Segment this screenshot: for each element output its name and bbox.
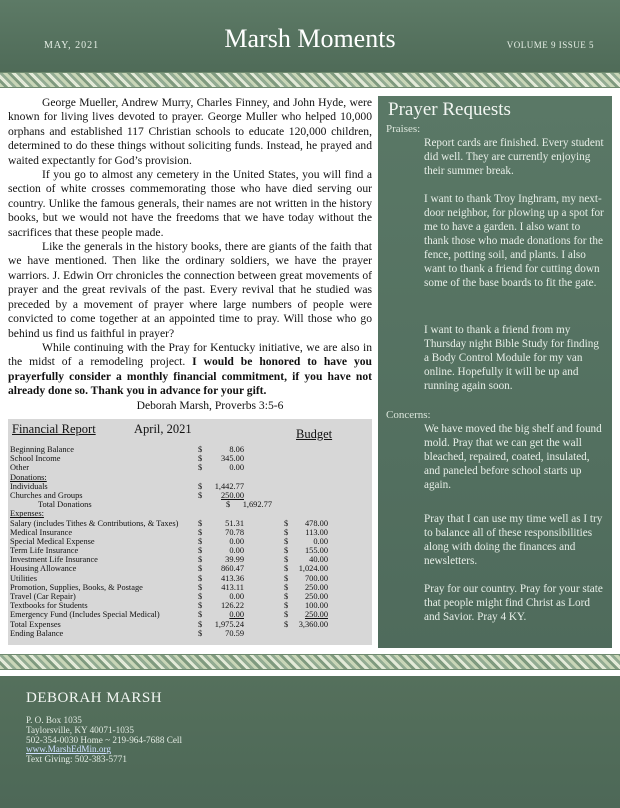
financial-row [10,546,370,555]
financial-row [10,583,370,592]
currency-sign [284,491,292,500]
financial-row-label: Expenses: [10,509,44,519]
currency-sign: $ [198,628,203,638]
closing-appeal: I would be honored to have you prayerfully consider a monthly financial commitment, if you have not already done so. Thank you in advance for your gift. [8,355,372,398]
currency-sign: $ [198,463,203,473]
currency-sign [284,482,292,491]
financial-row-label: Utilities [10,573,37,583]
financial-row-budget: 155.00 [304,546,328,556]
financial-row-budget: 250.00 [304,592,328,601]
main-article [8,96,372,413]
financial-row-budget: 250.00 [304,582,328,592]
financial-row [10,574,370,583]
praise-item: I want to thank Troy Inghram, my next-door neighbor, for plowing up a spot for me to have a garden. I also want to thank those who made donations for the fence, potting soil, and plants. I also want to thank a friend for cutting down some of the base boards to fit the gate. [424,193,604,289]
currency-sign [198,509,208,518]
currency-sign: $ [284,610,289,620]
financial-row-label: Special Medical Expense [10,536,95,546]
financial-row-budget [292,482,328,491]
financial-row-label: Ending Balance [10,628,64,638]
financial-row-budget [292,491,328,500]
financial-row-label: Term Life Insurance [10,546,79,556]
financial-row-amount: 413.36 [220,573,244,583]
currency-sign: $ [284,592,289,601]
contact-info [26,716,182,765]
concern-item: Pray that I can use my time well as I try to balance all of these responsibilities along with doing the finances and newsletters. [424,513,603,567]
financial-row-amount: 1,975.24 [214,619,244,629]
financial-row-label: Total Expenses [10,619,61,629]
concern-item: Pray for our country. Pray for your state that people might find Christ as Lord and Savior. Pray 4 KY. [424,583,603,623]
financial-row-budget [320,500,356,509]
financial-row-amount: 860.47 [220,564,244,574]
currency-sign: $ [198,601,203,611]
financial-row [10,592,370,601]
financial-row-budget: 478.00 [304,518,328,528]
financial-row [10,491,370,500]
currency-sign [284,629,292,638]
currency-sign: $ [198,518,203,528]
financial-row-label: Churches and Groups [10,490,83,500]
volume-issue: VOLUME 9 ISSUE 5 [506,40,594,50]
financial-row [10,629,370,638]
financial-row-amount: 1,692.77 [242,500,272,510]
financial-row [10,482,370,491]
financial-row-budget: 3,360.00 [298,619,328,629]
financial-row-amount: 39.99 [225,555,244,565]
article-closing [8,341,372,399]
financial-row [10,528,370,537]
financial-row-amount: 0.00 [229,610,244,620]
financial-row-label: Travel (Car Repair) [10,592,76,601]
financial-row-amount: 8.06 [229,445,244,454]
financial-row [10,454,370,463]
financial-row-budget: 1,024.00 [298,564,328,574]
financial-row [10,537,370,546]
financial-row-amount: 126.22 [220,601,244,611]
financial-row-label: Investment Life Insurance [10,555,98,565]
financial-row-amount [208,473,244,482]
financial-row [10,564,370,573]
financial-row [10,473,370,482]
financial-row [10,620,370,629]
phone-numbers: 502-354-0030 Home ~ 219-964-7688 Cell [26,734,183,745]
financial-row-amount: 0.00 [229,536,244,546]
currency-sign: $ [198,490,203,500]
currency-sign: $ [284,582,289,592]
financial-row-label: Textbooks for Students [10,601,88,611]
currency-sign: $ [226,500,231,510]
financial-row-amount: 51.31 [225,518,244,528]
currency-sign: $ [198,536,203,546]
currency-sign: $ [198,481,203,491]
prayer-requests-panel [378,96,612,648]
contact-footer [0,676,620,808]
financial-row-label: Emergency Fund (Includes Special Medical) [10,610,160,620]
currency-sign: $ [198,610,203,620]
financial-row-label: Housing Allowance [10,564,77,574]
currency-sign: $ [198,573,203,583]
financial-report-period: April, 2021 [134,422,192,436]
financial-row-label: Beginning Balance [10,445,74,454]
financial-row-amount: 250.00 [220,490,244,500]
article-paragraph: Like the generals in the history books, there are giants of the faith that we have mentioned. Then like the ordinary soldiers, we have the prayer warriors. J. Edwin Orr chronicles the connection between great movements of prayer and the great revivals of the past. Every revival that he studied was preceded by a movement of prayer where large numbers of people were convicted to come together at an appointed time to pray. Will those who go behind us find us faithful in prayer? [8,240,372,340]
currency-sign: $ [198,527,203,537]
financial-row-label: Salary (includes Tithes & Contributions, & Taxes) [10,518,179,528]
financial-row-amount: 413.11 [221,582,244,592]
financial-rows [10,445,370,638]
financial-row [10,500,370,509]
decorative-band-bottom [0,654,620,670]
financial-report [8,419,372,645]
currency-sign: $ [198,592,203,601]
currency-sign: $ [284,619,289,629]
currency-sign: $ [198,564,203,574]
issue-date: MAY, 2021 [44,40,100,51]
currency-sign: $ [198,619,203,629]
currency-sign: $ [284,536,289,546]
currency-sign: $ [284,564,289,574]
currency-sign: $ [198,454,203,464]
currency-sign: $ [284,601,289,611]
financial-row-budget [292,454,328,463]
currency-sign [284,445,292,454]
financial-row-budget: 113.00 [305,527,328,537]
financial-row [10,610,370,619]
financial-row-budget: 100.00 [304,601,328,611]
financial-row-amount: 0.00 [229,463,244,473]
financial-row [10,463,370,472]
financial-row [10,519,370,528]
currency-sign [284,509,292,518]
currency-sign: $ [284,546,289,556]
budget-heading: Budget [296,427,333,441]
newsletter-title: Marsh Moments [224,24,396,53]
currency-sign: $ [198,582,203,592]
financial-row-amount [208,509,244,518]
currency-sign: $ [198,555,203,565]
financial-row-budget: 0.00 [313,536,328,546]
financial-row-amount: 1,442.77 [214,481,244,491]
financial-row-label: Donations: [10,472,47,482]
financial-row-label: Total Donations [38,500,92,510]
financial-report-title: Financial Report [12,422,96,436]
financial-row-budget [292,629,328,638]
financial-row-amount: 0.00 [229,546,244,556]
article-paragraph: If you go to almost any cemetery in the United States, you will find a section of white crosses commemorating those who have died serving our country. Unlike the famous generals, their names are not written in the history books, but we would not have the freedoms that we have today without the sacrifices that these people made. [8,168,372,239]
financial-row-budget [292,445,328,454]
financial-row [10,509,370,518]
currency-sign [284,454,292,463]
currency-sign [198,473,208,482]
financial-row-budget [292,463,328,472]
prayer-requests-title: Prayer Requests [388,99,511,120]
newsletter-header [0,0,620,72]
financial-row-label: Promotion, Supplies, Books, & Postage [10,582,143,592]
currency-sign [284,463,292,472]
financial-row-budget [292,473,328,482]
financial-row [10,445,370,454]
financial-row-label: School Income [10,454,61,464]
concerns-label: Concerns: [386,409,431,421]
currency-sign: $ [284,527,289,537]
praises-label: Praises: [386,123,421,135]
financial-row-budget: 250.00 [304,610,328,620]
financial-row-amount: 70.78 [225,527,244,537]
financial-row-budget [292,509,328,518]
po-box: P. O. Box 1035 [26,715,82,725]
decorative-band-top [0,72,620,88]
currency-sign: $ [198,546,203,556]
currency-sign: $ [284,555,289,565]
financial-row [10,555,370,564]
praise-item: I want to thank a friend from my Thursday night Bible Study for finding a Body Control Module for my van online. Hopefully it will be up and running again soon. [424,324,599,392]
signature: Deborah Marsh, Proverbs 3:5-6 [136,398,284,412]
author-name: DEBORAH MARSH [26,690,163,706]
city-address: Taylorsville, KY 40071-1035 [26,724,134,735]
financial-row-label: Individuals [10,481,48,491]
currency-sign [312,500,320,509]
currency-sign: $ [198,445,203,454]
financial-row-label: Other [10,463,30,473]
closing-text: While continuing with the Pray for Kentucky initiative, we are also in the midst of a remodeling project. [8,340,372,369]
financial-row-budget: 700.00 [304,573,328,583]
financial-row-amount: 345.00 [220,454,244,464]
financial-row [10,601,370,610]
praise-item: Report cards are finished. Every student did well. They are currently enjoying their summer break. [424,137,604,177]
concern-item: We have moved the big shelf and found mold. Pray that we can get the wall bleached, repaired, coated, insulated, and paneled before school starts up again. [424,423,602,491]
website-link[interactable]: www.MarshEdMin.org [26,744,111,755]
financial-row-amount: 0.00 [229,592,244,601]
text-giving: Text Giving: 502-383-5771 [26,754,127,765]
financial-row-label: Medical Insurance [10,527,73,537]
currency-sign [284,473,292,482]
currency-sign: $ [284,573,289,583]
financial-row-amount: 70.59 [225,628,244,638]
currency-sign: $ [284,518,289,528]
article-paragraph: George Mueller, Andrew Murry, Charles Finney, and John Hyde, were known for living lives devoted to prayer. George Muller who helped 10,000 orphans and established 117 Christian schools to educate 120,000 children, determined to do these things without soliciting funds. Instead, he prayed and waited expectantly for God’s provision. [8,96,372,167]
financial-row-budget: 40.00 [309,555,328,565]
